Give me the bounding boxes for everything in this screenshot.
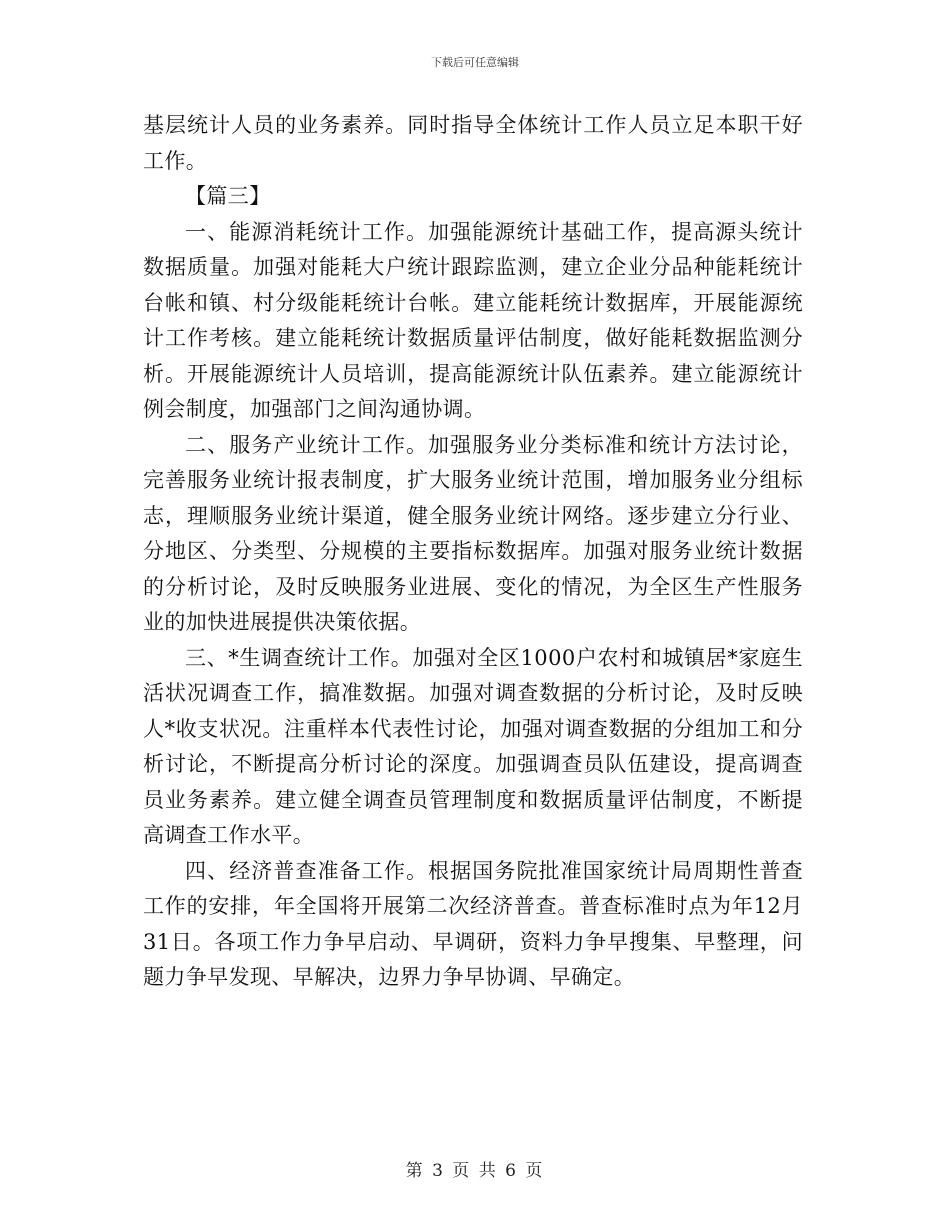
paragraph-service-statistics: 二、服务产业统计工作。加强服务业分类标准和统计方法讨论，完善服务业统计报表制度，扩大服务业统计范围，增加服务业分组标志，理顺服务业统计渠道，健全服务业统计网络。逐步建立分行业、分地区、分类型、分规模的主要指标数据库。加强对服务业统计数据的分析讨论，及时反映服务业进展、变化的情况，为全区生产性服务业的加快进展提供决策依据。 [143,432,803,634]
paragraph-continuation: 基层统计人员的业务素养。同时指导全体统计工作人员立足本职干好工作。 [143,113,803,173]
page-header: 下载后可任意编辑 [431,56,519,69]
paragraph-survey-statistics: 三、*生调查统计工作。加强对全区1000户农村和城镇居*家庭生活状况调查工作，搞准数据。加强对调查数据的分析讨论，及时反映人*收支状况。注重样本代表性讨论，加强对调查数据的分组加工和分析讨论，不断提高分析讨论的深度。加强调查员队伍建设，提高调查员业务素养。建立健全调查员管理制度和数据质量评估制度，不断提高调查工作水平。 [143,645,803,847]
page-number: 第 3 页 共 6 页 [405,1161,545,1181]
document-body [143,108,803,996]
paragraph-census-preparation: 四、经济普查准备工作。根据国务院批准国家统计局周期性普查工作的安排，年全国将开展第二次经济普查。普查标准时点为年12月31日。各项工作力争早启动、早调研，资料力争早搜集、早整理，问题力争早发现、早解决，边界力争早协调、早确定。 [143,858,803,989]
section-heading: 【篇三】 [185,184,271,208]
paragraph-energy-statistics: 一、能源消耗统计工作。加强能源统计基础工作，提高源头统计数据质量。加强对能耗大户统计跟踪监测，建立企业分品种能耗统计台帐和镇、村分级能耗统计台帐。建立能耗统计数据库，开展能源统计工作考核。建立能耗统计数据质量评估制度，做好能耗数据监测分析。开展能源统计人员培训，提高能源统计队伍素养。建立能源统计例会制度，加强部门之间沟通协调。 [143,219,803,421]
